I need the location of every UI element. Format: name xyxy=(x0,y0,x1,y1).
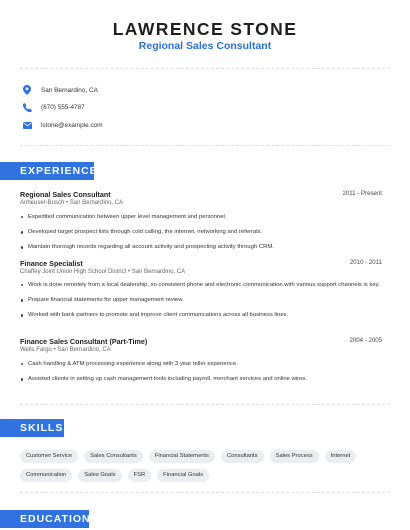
job-title: Finance Specialist xyxy=(20,259,83,268)
bullet-item: Assisted clients in setting up cash management tools including payroll, merchant services and online wires. xyxy=(20,375,382,383)
section-header-experience: EXPERIENCE xyxy=(0,162,94,180)
job-bullets xyxy=(20,360,382,383)
experience-entry xyxy=(20,337,382,387)
skill-chip: Financial Statements xyxy=(149,450,215,463)
job-bullets xyxy=(20,281,382,320)
resume-name: LAWRENCE STONE xyxy=(112,19,298,39)
skill-chip: Sales Consultants xyxy=(84,450,143,463)
skills-list xyxy=(20,450,395,482)
skill-chip: Customer Service xyxy=(20,450,78,463)
divider xyxy=(20,145,390,146)
phone-icon xyxy=(22,102,32,112)
bullet-item: Maintain thorough records regarding all account activity and prospecting activity through CRM. xyxy=(20,243,382,251)
contact-location xyxy=(22,84,98,96)
bullet-item: Work is done remotely from a local dealership, so consistent phone and electronic communication with various support channels is key. xyxy=(20,281,382,289)
divider xyxy=(20,492,390,493)
experience-entry xyxy=(20,190,382,258)
contact-email-text[interactable]: lstone@example.com xyxy=(41,121,103,129)
skill-chip: Internet xyxy=(325,450,357,463)
contact-email[interactable] xyxy=(22,119,103,131)
skill-chip: Consultants xyxy=(221,450,264,463)
divider xyxy=(20,68,390,69)
job-dates: 2011 - Present xyxy=(342,190,382,197)
bullet-item: Expedited communication between upper level management and personnel. xyxy=(20,213,382,221)
contact-phone xyxy=(22,101,85,113)
job-organization: Chaffey Joint Union High School District • San Bernardino, CA xyxy=(20,269,186,275)
job-bullets xyxy=(20,213,382,252)
skill-chip: Communication xyxy=(20,469,72,482)
location-pin-icon xyxy=(22,85,32,95)
job-dates: 2004 - 2005 xyxy=(349,337,382,344)
bullet-item: Developed target prospect lists through cold calling, the internet, networking and referrals. xyxy=(20,228,382,236)
skill-chip: Sales Goals xyxy=(78,469,121,482)
job-dates: 2010 - 2011 xyxy=(349,259,382,266)
bullet-item: Worked with bank partners to promote and improve client communications across all business lines. xyxy=(20,311,382,319)
skill-chip: Sales Process xyxy=(270,450,319,463)
section-header-education: EDUCATION xyxy=(0,510,89,528)
job-title: Regional Sales Consultant xyxy=(20,190,111,199)
section-header-skills: SKILLS xyxy=(0,419,64,437)
envelope-icon xyxy=(22,120,32,130)
job-organization: Anheuser-Busch • San Bernardino, CA xyxy=(20,200,124,206)
job-organization: Wells Fargo • San Bernardino, CA xyxy=(20,347,111,353)
contact-phone-text: (670) 555-4787 xyxy=(41,103,85,111)
skill-chip: Financial Goals xyxy=(157,469,209,482)
contact-location-text: San Bernardino, CA xyxy=(41,86,98,94)
bullet-item: Prepare financial statements for upper management review. xyxy=(20,296,382,304)
bullet-item: Cash handling & ATM processing experience along with 3 year teller experience. xyxy=(20,360,382,368)
resume-title: Regional Sales Consultant xyxy=(138,40,272,52)
skill-chip: FSR xyxy=(128,469,152,482)
experience-entry xyxy=(20,259,382,333)
job-title: Finance Sales Consultant (Part-Time) xyxy=(20,337,148,346)
divider xyxy=(20,404,390,405)
